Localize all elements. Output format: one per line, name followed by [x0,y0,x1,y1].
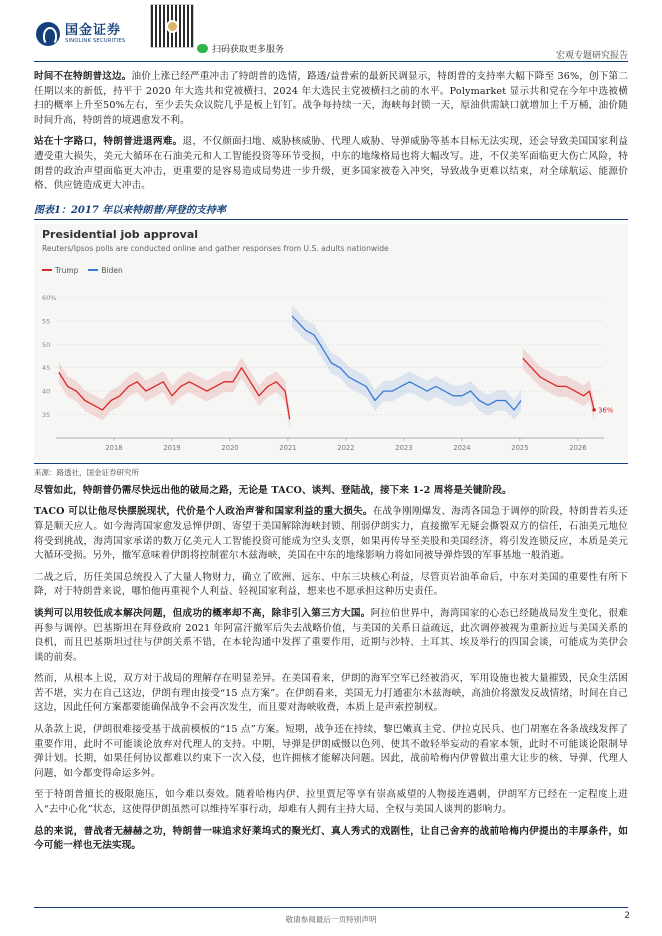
legend-label-biden: Biden [101,265,123,275]
logo-name-cn: 国金证券 [65,22,122,38]
paragraph-perception [34,672,628,716]
paragraph-lead: TACO 可以让他尽快摆脱现状，代价是个人政治声誉和国家利益的重大损失。 [34,506,373,518]
paragraph-postwar [34,571,628,600]
paragraph-crossroads [34,135,628,193]
qr-caption-text: 扫码获取更多服务 [212,45,285,55]
y-tick-label: 45 [42,363,51,372]
last-value-point [592,408,596,412]
y-tick-label: 50 [42,340,51,349]
paragraph-lead: 谈判可以用较低成本解决问题，但成功的概率却不高，除非引入第三方大国。 [34,607,371,619]
paragraph-lead: 时间不在特朗普这边。 [34,71,132,82]
paragraph-text: 二战之后，历任美国总统投入了大量人物财力，确立了欧洲、远东、中东三块核心利益，尽管页岩油革命后，中东对美国的重要性有所下降，对于特朗普来说，哪怕他再重视个人利益、轻视国家利益，想来也不愿承担这种历史责任。 [34,571,628,598]
x-tick-label: 2024 [453,443,471,452]
footer-divider [34,907,628,908]
paragraph-lead: 总的来说，普战者无赫赫之功，特朗普一味追求好莱坞式的聚光灯、真人秀式的戏剧性，让自己舍弃的战前哈梅内伊提出的丰厚条件，如今可能一样也无法实现。 [34,825,628,852]
paragraph-text: 然而，从根本上说，双方对于战局的理解存在明显差异。在美国看来，伊朗的海军空军已经被消灭，军用设施也被大量摧毁，民众生活困苦不堪，实力在自己这边，伊朗有理由接受“15 点方案”。在伊朗看来，美国无力打通霍尔木兹海峡，高油价将激发反战情绪，时间在自己这边，因此任何方案都要能确保战争不会再次发生，而且要对海峡收费，本质上是声索控制权。 [34,673,628,714]
paragraph-text: 在战争刚刚爆发、海湾各国急于调停的阶段，特朗普若头还算是顺天应人。如今海湾国家愈发忌惮伊朗、寄望于美国解除海峡封锁、削弱伊朗实力，直接撤军无疑会撕裂双方的信任，石油美元地位将受到挑战，海湾国家承诺的数万亿美元人工智能投资可能成为空头支票，如果再传导至美股和美国经济，将引发连锁反应，本质是美元大循环受损。另外，撤军意味着伊朗将控制霍尔木兹海峡，美国在中东的地缘影响力将如同被导弹炸毁的军事基地一般消逝。 [34,506,628,562]
paragraph-negotiation [34,607,628,665]
paragraph-terms [34,723,628,781]
chart-subtitle: Reuters/Ipsos polls are conducted online and gather responses from U.S. adults nationwide [42,243,389,253]
chart-legend [42,266,123,275]
qr-caption [197,42,284,55]
y-tick-label: 60% [42,293,57,302]
x-tick-label: 2025 [511,443,529,452]
paragraph-time [34,70,628,128]
paragraph-pressure [34,788,628,817]
logo-mark-icon [36,22,60,46]
paragraph-text: 阿拉伯世界中，海湾国家的心态已经随战局发生变化，很难再参与调停。巴基斯坦在拜登政府 2021 年阿富汗撤军后失去战略价值，与美国的关系日益疏远，此次调停被视为重新拉近与美国关系的良机，而且巴基斯坦过往与伊朗关系不错，在本轮沟通中发挥了重要作用，近期与沙特、土耳其、埃及举行的四国会谈，可能成为美伊会谈的前奏。 [34,607,628,663]
figure-source: 来源：路透社，国金证券研究所 [34,463,628,478]
paragraph-text: 至于特朗普擅长的极限施压，如今难以奏效。随着哈梅内伊、拉里贾尼等享有崇高威望的人物接连遇刺，伊朗军方已经在一定程度上进入“去中心化”状态，这使得伊朗虽然可以维持军事行动，却难有人拥有主持大局、全权与美国人谈判的影响力。 [34,789,628,816]
last-value-label: 36% [598,406,614,415]
x-tick-label: 2019 [163,443,181,452]
x-tick-label: 2018 [105,443,123,452]
legend-swatch-biden [88,269,98,271]
figure-title: 图表1：2017 年以来特朗普/拜登的支持率 [34,201,628,220]
legend-item-biden [88,266,122,275]
page-header [0,0,662,62]
footer-disclaimer: 敬请参阅最后一页特别声明 [285,915,377,924]
approval-chart [34,224,628,460]
x-tick-label: 2021 [279,443,297,452]
legend-swatch-trump [42,269,52,271]
paragraph-text: 从条款上说，伊朗很难接受基于战前模板的“15 点”方案。短期，战争还在持续，黎巴嫩真主党、伊拉克民兵、也门胡塞在各条战线发挥了重要作用，此时不可能谈论放弃对代理人的支持。中期，导弹是伊朗威慑以色列、使其不敢轻举妄动的看家本领，此时不可能谈论限制导弹计划。长期，如果任何协议都难以约束下一次入侵，也许拥核才能解决问题。因此，战前哈梅内伊曾做出重大让步的核、导弹、代理人问题，如今都变得命运多舛。 [34,724,628,779]
paragraph-lead: 尽管如此，特朗普仍需尽快远出他的破局之路，无论是 TACO、谈判、登陆战，接下来 1-2 周将是关键阶段。 [34,484,512,496]
page-number: 2 [624,911,630,921]
approval-chart-svg [34,224,628,460]
legend-label-trump: Trump [55,265,79,275]
chart-background [34,224,628,460]
report-body [34,70,628,861]
y-tick-label: 35 [42,410,51,419]
qr-center-logo-icon [166,20,179,33]
legend-item-trump [42,266,78,275]
x-tick-label: 2020 [221,443,239,452]
logo-name-en: SINOLINK SECURITIES [65,37,126,44]
x-tick-label: 2023 [395,443,413,452]
chart-title: Presidential job approval [42,227,199,241]
paragraph-conclusion [34,825,628,854]
x-tick-label: 2022 [337,443,355,452]
paragraph-text: 油价上涨已经严重冲击了特朗普的选情，路透/益普索的最新民调显示，特朗普的支持率大幅下降至 36%，创下第二任期以来的新低，持平于 2020 年大选共和党被横扫、2024 年大选民主党被横扫之前的水平。Polymarket 显示共和党在今年中选被横扫的概率上升至50%左右，至少丢失众议院几乎是板上钉钉。战争每持续一天，海峡每封锁一天，原油供需缺口就增加上千万桶，油价随时间升高，特朗普的境遇愈发不利。 [34,71,629,126]
y-tick-label: 55 [42,317,51,326]
paragraph-nevertheless [34,484,628,499]
report-type-label: 宏观专题研究报告 [555,51,628,61]
x-tick-label: 2026 [569,443,587,452]
paragraph-text: 退，不仅颜面扫地、威胁核威胁、代理人威胁、导弹威胁等基本目标无法实现，还会导致美国国家利益遭受重大损失，美元大循环在石油美元和人工智能投资等环节受损，中东的地缘格局也将大幅改写。进，不仅美军面临更大伤亡风险，特朗普的政治声望面临更大冲击，更重要的是容易造成局势进一步升级，更多国家被卷入冲突，导致战争更难以结束，对全球航运、能源价格、供应链造成更大冲击。 [34,136,629,192]
company-logo [36,22,125,46]
paragraph-taco [34,505,628,563]
y-tick-label: 40 [42,387,51,396]
header-divider [34,61,628,62]
wechat-icon [197,44,208,53]
paragraph-lead: 站在十字路口，特朗普进退两难。 [34,136,183,148]
qr-code-image [150,4,194,48]
